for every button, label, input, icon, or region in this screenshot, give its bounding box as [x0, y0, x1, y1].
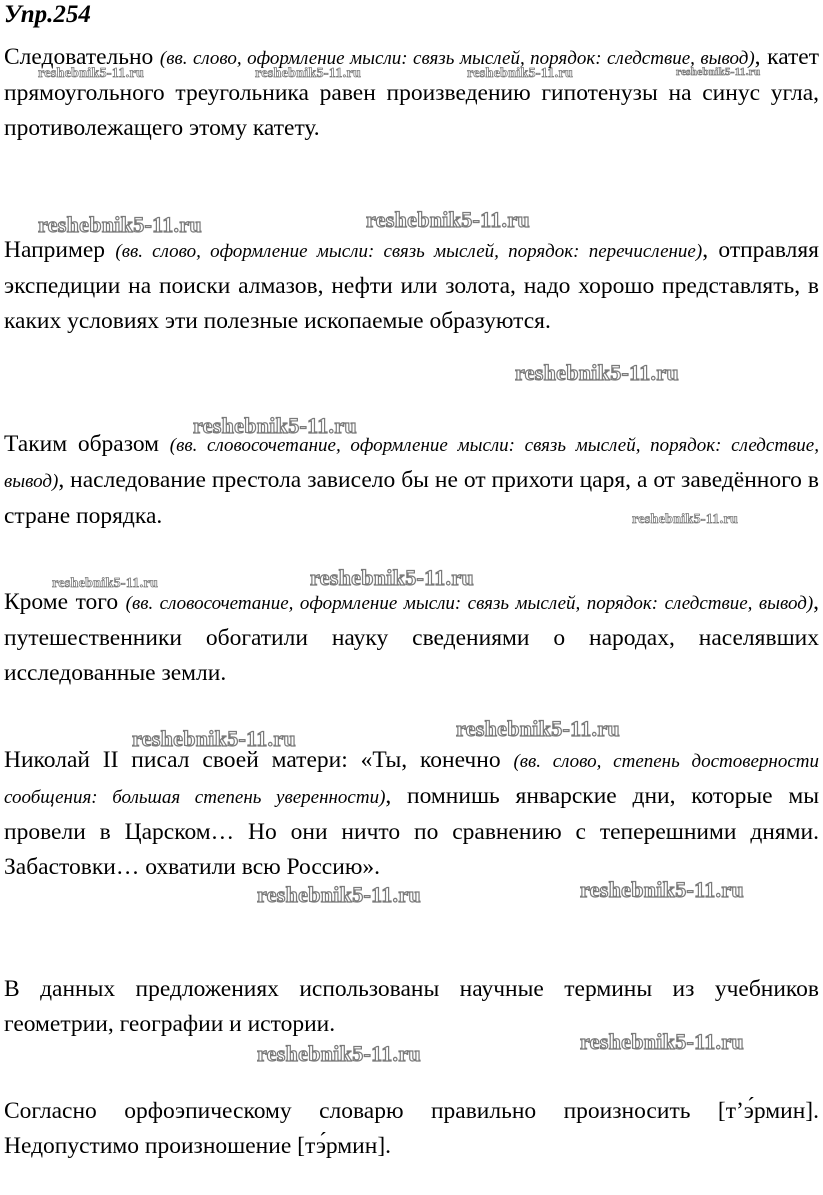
- paragraph-text: , путешественники обогатили науку сведениями о народах, населявших исследованные земли.: [4, 589, 820, 686]
- watermark: reshebnik5-11.ru: [366, 207, 530, 232]
- paragraph-text: В данных предложениях использованы научные термины из учебников геометрии, географии и истории.: [4, 976, 819, 1037]
- exercise-title: Упр.254: [4, 1, 91, 28]
- paragraph-lead: Например: [4, 237, 106, 263]
- paragraph-note: (вв. словосочетание, оформление мысли: связь мыслей, порядок: следствие, вывод): [4, 435, 819, 492]
- paragraph-text: , помнишь январские дни, которые мы провели в Царском… Но они ничто по сравнению с теперешними днями. Забастовки… охватили всю Россию».: [4, 783, 819, 880]
- watermark: reshebnik5-11.ru: [257, 882, 421, 907]
- paragraph-1: [4, 40, 819, 146]
- paragraph-2: [4, 233, 819, 339]
- watermark: reshebnik5-11.ru: [310, 565, 474, 590]
- paragraph-6: [4, 972, 819, 1042]
- watermark: reshebnik5-11.ru: [38, 66, 145, 81]
- paragraph-note: (вв. слово, оформление мысли: связь мыслей, порядок: перечисление): [115, 241, 703, 262]
- paragraph-note: (вв. словосочетание, оформление мысли: связь мыслей, порядок: следствие, вывод): [125, 593, 814, 614]
- paragraph-lead: Николай II писал своей матери: «Ты, конечно: [4, 747, 501, 773]
- paragraph-text: , отправляя экспедиции на поиски алмазов, нефти или золота, надо хорошо представлять, в каких условиях эти полезные ископаемые образуются.: [4, 237, 819, 334]
- watermark: reshebnik5-11.ru: [456, 716, 620, 741]
- watermark: reshebnik5-11.ru: [580, 877, 744, 902]
- watermark: reshebnik5-11.ru: [467, 66, 574, 81]
- paragraph-text: , наследование престола зависело бы не от прихоти царя, а от заведённого в стране порядка.: [4, 467, 819, 529]
- watermark: reshebnik5-11.ru: [193, 413, 357, 438]
- paragraph-text: , катет прямоугольного треугольника равен произведению гипотенузы на синус угла, противолежащего этому катету.: [4, 44, 819, 141]
- paragraph-4: [4, 585, 819, 691]
- watermark: reshebnik5-11.ru: [52, 576, 159, 591]
- watermark: reshebnik5-11.ru: [257, 1041, 421, 1066]
- watermark: reshebnik5-11.ru: [255, 66, 362, 81]
- watermark: reshebnik5-11.ru: [132, 726, 296, 751]
- paragraph-text: Согласно орфоэпическому словарю правильно произносить [т’э́рмин]. Недопустимо произношение [тэ́рмин].: [4, 1098, 819, 1159]
- watermark: reshebnik5-11.ru: [580, 1029, 744, 1054]
- paragraph-lead: Следовательно: [4, 44, 154, 70]
- paragraph-lead: Таким образом: [4, 431, 160, 457]
- paragraph-7: [4, 1094, 819, 1164]
- paragraph-note: (вв. слово, степень достоверности сообщения: большая степень уверенности): [4, 751, 820, 808]
- watermark: reshebnik5-11.ru: [632, 512, 739, 527]
- paragraph-5: [4, 743, 819, 885]
- paragraph-3: [4, 427, 819, 534]
- watermark: reshebnik5-11.ru: [38, 212, 202, 237]
- watermark: reshebnik5-11.ru: [676, 66, 761, 78]
- paragraph-lead: Кроме того: [4, 589, 119, 615]
- paragraph-note: (вв. слово, оформление мысли: связь мыслей, порядок: следствие, вывод): [159, 48, 755, 69]
- watermark: reshebnik5-11.ru: [515, 360, 679, 385]
